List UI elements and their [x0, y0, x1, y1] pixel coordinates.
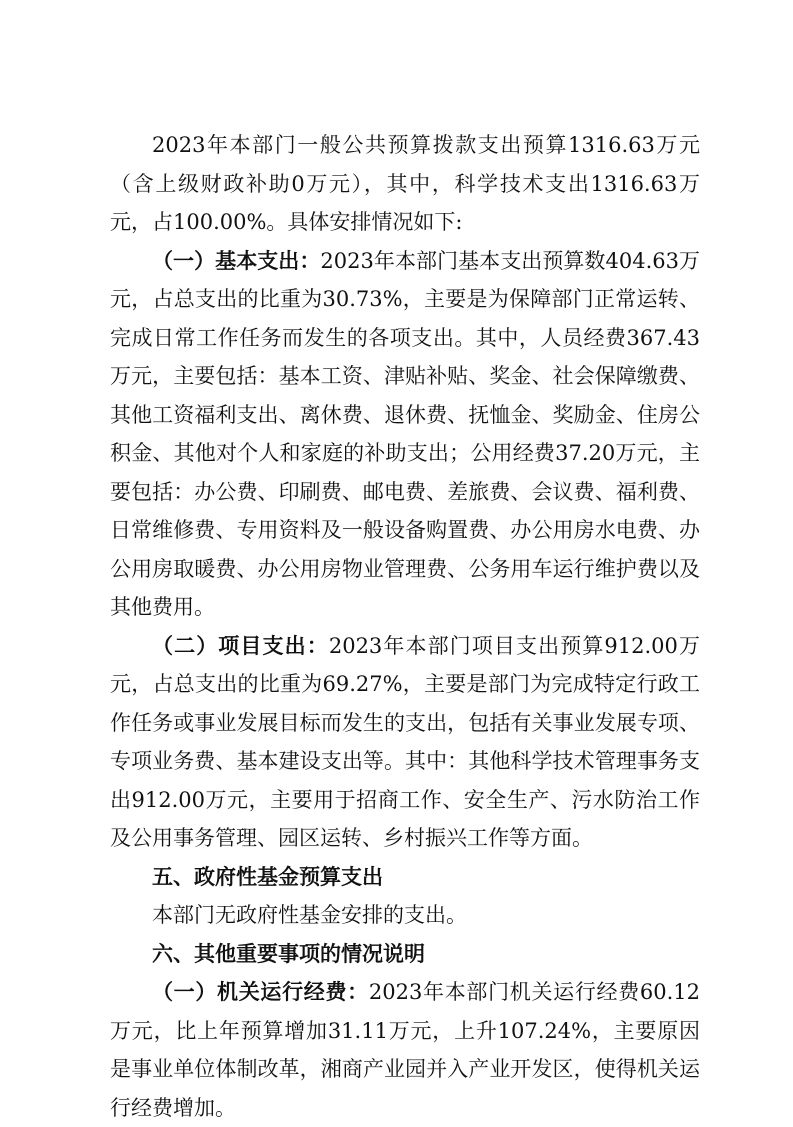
paragraph-operating-costs [110, 973, 700, 1127]
section-label-project-expenditure: （二）项目支出： [152, 633, 329, 658]
paragraph-text: 2023年本部门项目支出预算912.00万元，占总支出的比重为69.27%，主要是部门为完成特定行政工作任务或事业发展目标而发生的支出，包括有关事业发展专项、专项业务费、基本建设支出等。其中：其他科学技术管理事务支出912.00万元，主要用于招商工作、安全生产、污水防治工作及公用事务管理、园区运转、乡村振兴工作等方面。 [110, 633, 701, 850]
paragraph-basic-expenditure [110, 242, 700, 627]
paragraph-government-fund [110, 896, 700, 935]
section-label-operating-costs: （一）机关运行经费： [152, 980, 369, 1004]
heading-text: 六、其他重要事项的情况说明 [152, 941, 425, 966]
heading-other-matters [110, 935, 700, 974]
heading-text: 五、政府性基金预算支出 [152, 864, 383, 889]
section-label-basic-expenditure: （一）基本支出： [152, 248, 321, 273]
paragraph-text: 2023年本部门机关运行经费60.12万元，比上年预算增加31.11万元，上升107.24%，主要原因是事业单位体制改革，湘商产业园并入产业开发区，使得机关运行经费增加。 [110, 980, 700, 1120]
document-body [110, 126, 700, 1127]
paragraph-project-expenditure [110, 627, 700, 858]
heading-government-fund [110, 858, 700, 897]
paragraph-text: 本部门无政府性基金安排的支出。 [152, 903, 467, 927]
paragraph-text: 2023年本部门基本支出预算数404.63万元，占总支出的比重为30.73%，主要是为保障部门正常运转、完成日常工作任务而发生的各项支出。其中，人员经费367.43万元，主要包括：基本工资、津贴补贴、奖金、社会保障缴费、其他工资福利支出、离休费、退休费、抚恤金、奖励金、住房公积金、其他对个人和家庭的补助支出；公用经费37.20万元，主要包括：办公费、印刷费、邮电费、差旅费、会议费、福利费、日常维修费、专用资料及一般设备购置费、办公用房水电费、办公用房取暖费、办公用房物业管理费、公务用车运行维护费以及其他费用。 [110, 248, 701, 619]
paragraph-text: 2023年本部门一般公共预算拨款支出预算1316.63万元（含上级财政补助0万元），其中，科学技术支出1316.63万元，占100.00%。具体安排情况如下: [110, 133, 700, 234]
paragraph-budget-summary [110, 126, 700, 242]
